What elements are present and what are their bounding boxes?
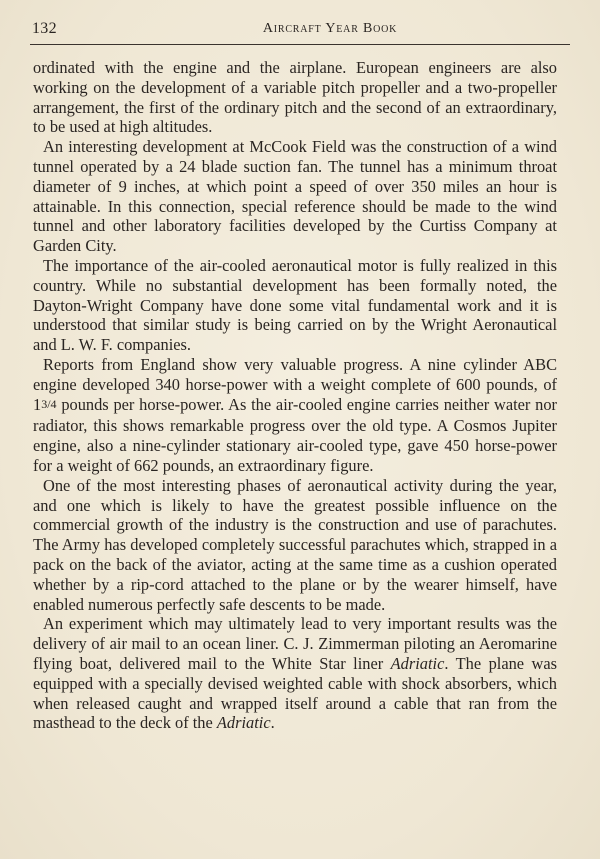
fraction: 3/4 (41, 396, 57, 411)
paragraph (33, 355, 557, 476)
paragraph (33, 614, 557, 733)
ship-name: Adriatic (390, 653, 445, 673)
body-text (33, 58, 557, 733)
paragraph-text: Reports from England show very valuable progress. A nine cylinder ABC engine developed 340 horse-power with a weight complete of 600 pounds, of 1 (33, 354, 557, 414)
paragraph-text: ordinated with the engine and the airplane. European engineers are also working on the development of a variable pitch propeller and a two-propeller arrangement, the first of the ordinary pitch and the second of an extraordinary, to be used at high altitudes. (33, 58, 557, 137)
paragraph-text: An interesting development at McCook Field was the construction of a wind tunnel operated by a 24 blade suction fan. The tunnel has a minimum throat diameter of 9 inches, at which point a speed of over 350 miles an hour is attainable. In this connection, special reference should be made to the wind tunnel and other laboratory facilities developed by the Curtiss Company at Garden City. (33, 137, 557, 256)
paragraph-text: One of the most interesting phases of aeronautical activity during the year, and one which is likely to have the greatest possible influence on the commercial growth of the industry is the construction and use of parachutes. The Army has developed completely successful parachutes which, strapped in a pack on the back of the aviator, acting at the same time as a cushion operated whether by a rip-cord attached to the plane or by the wearer himself, have enabled numerous perfectly safe descents to be made. (33, 475, 557, 614)
paragraph-text: The importance of the air-cooled aeronautical motor is fully realized in this country. While no substantial development has been formally noted, the Dayton-Wright Company have done some vital fundamental work and it is understood that similar study is being carried on by the Wright Aeronautical and L. W. F. companies. (33, 255, 557, 355)
paragraph (33, 476, 557, 615)
paragraph (33, 256, 557, 355)
header-rule (30, 44, 570, 45)
ship-name: Adriatic (216, 713, 271, 733)
paragraph (33, 58, 557, 137)
page-header (32, 20, 568, 40)
paragraph-text: . (270, 713, 275, 733)
paragraph-text: An experiment which may ultimately lead to very important results was the delivery of air mail to an ocean liner. C. J. Zimmerman piloting an Aeromarine flying boat, delivered mail to the White Star liner (33, 614, 557, 673)
page-number: 132 (32, 20, 57, 37)
paragraph-text: . The plane was equipped with a specially devised weighted cable with shock absorbers, which when released caught and wrapped itself around a cable that ran from the masthead to the deck of the (33, 653, 558, 733)
running-head: Aircraft Year Book (262, 21, 398, 36)
paragraph (33, 137, 557, 256)
paragraph-text: pounds per horse-power. As the air-cooled engine carries neither water nor radiator, this shows remarkable progress over the old type. A Cosmos Jupiter engine, also a nine-cylinder stationary air-cooled type, gave 450 horse-power for a weight of 662 pounds, an extraordinary figure. (33, 394, 557, 475)
